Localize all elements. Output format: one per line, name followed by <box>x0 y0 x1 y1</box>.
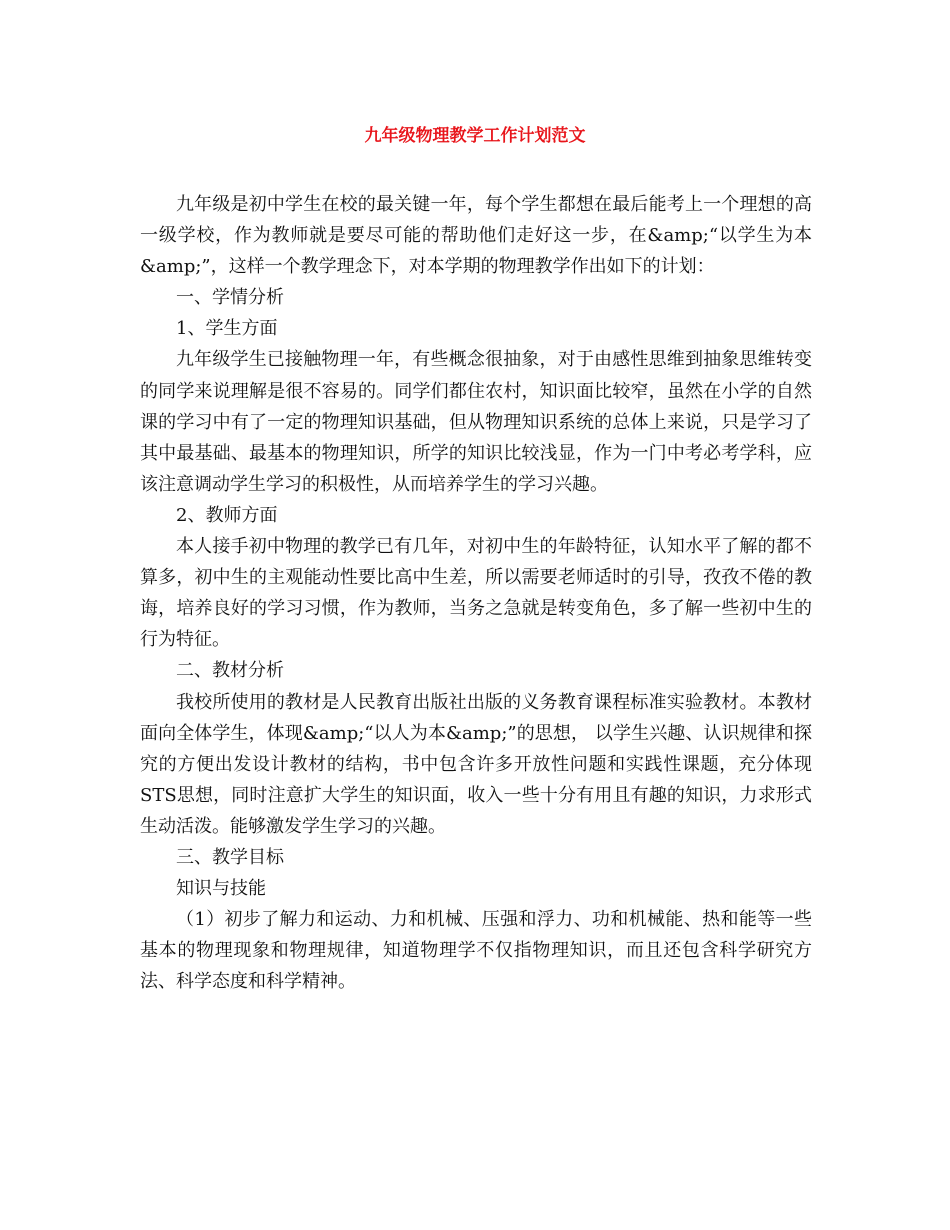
subheading-teacher: 2、教师方面 <box>176 504 278 526</box>
paragraph-intro: 九年级是初中学生在校的最关键一年，每个学生都想在最后能考上一个理想的高一级学校，作为教师就是要尽可能的帮助他们走好这一步，在&amp;“以学生为本&amp;”，这样一个教学理念下，对本学期的物理教学作出如下的计划： <box>140 194 812 278</box>
paragraph-goal-1: （1）初步了解力和运动、力和机械、压强和浮力、功和机械能、热和能等一些基本的物理现象和物理规律，知道物理学不仅指物理知识，而且还包含科学研究方法、科学态度和科学精神。 <box>140 909 812 993</box>
document-body <box>140 189 812 997</box>
heading-textbook-analysis: 二、教材分析 <box>176 660 284 682</box>
paragraph-textbook: 我校所使用的教材是人民教育出版社出版的义务教育课程标准实验教材。本教材面向全体学生，体现&amp;“以人为本&amp;”的思想， 以学生兴趣、认识规律和探究的方便出发设计教材的结构，书中包含许多开放性问题和实践性课题，充分体现STS思想，同时注意扩大学生的知识面，收入一些十分有用且有趣的知识，力求形式生动活泼。能够激发学生学习的兴趣。 <box>140 691 812 837</box>
heading-learning-analysis: 一、学情分析 <box>176 287 284 309</box>
subheading-knowledge-skills: 知识与技能 <box>176 878 266 900</box>
paragraph-students: 九年级学生已接触物理一年，有些概念很抽象，对于由感性思维到抽象思维转变的同学来说理解是很不容易的。同学们都住农村，知识面比较窄，虽然在小学的自然课的学习中有了一定的物理知识基础，但从物理知识系统的总体上来说，只是学习了其中最基础、最基本的物理知识，所学的知识比较浅显，作为一门中考必考学科，应该注意调动学生学习的积极性，从而培养学生的学习兴趣。 <box>140 349 812 495</box>
document-title: 九年级物理教学工作计划范文 <box>364 126 586 146</box>
heading-teaching-goals: 三、教学目标 <box>176 846 284 868</box>
subheading-students: 1、学生方面 <box>176 318 278 340</box>
paragraph-teacher: 本人接手初中物理的教学已有几年，对初中生的年龄特征，认知水平了解的都不算多，初中生的主观能动性要比高中生差，所以需要老师适时的引导，孜孜不倦的教诲，培养良好的学习习惯，作为教师，当务之急就是转变角色，多了解一些初中生的行为特征。 <box>140 536 812 651</box>
